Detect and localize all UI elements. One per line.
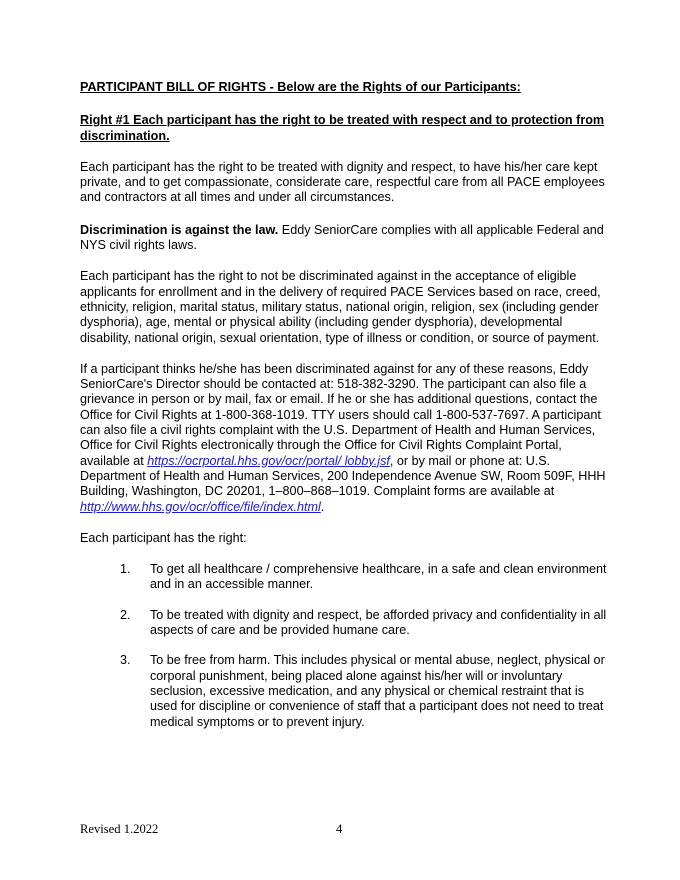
ocr-portal-link[interactable]: https://ocrportal.hhs.gov/ocr/portal/ lobby.jsf <box>147 453 390 468</box>
list-item-text: To be free from harm. This includes physical or mental abuse, neglect, physical or corporal punishment, being placed alone against his/her will or involuntary seclusion, excessive medication, and any physical or chemical restraint that is used for discipline or convenience of staff that a participant does not need to treat medical symptoms or to prevent injury. <box>150 653 605 729</box>
paragraph-rights-intro: Each participant has the right: <box>80 530 247 545</box>
complaint-text-3: . <box>320 499 325 514</box>
discrimination-law-bold: Discrimination is against the law. <box>80 222 279 237</box>
discrimination-law-text: Eddy SeniorCare complies with all applicable Federal and NYS civil rights laws. <box>80 222 604 253</box>
list-item <box>80 608 610 639</box>
rights-list <box>80 562 610 730</box>
list-item-text: To be treated with dignity and respect, be afforded privacy and confidentiality in all aspects of care and be provided humane care. <box>150 607 607 638</box>
page-number: 4 <box>336 822 343 836</box>
main-heading: PARTICIPANT BILL OF RIGHTS - Below are the Rights of our Participants: <box>80 80 521 94</box>
paragraph-nondiscrimination: Each participant has the right to not be discriminated against in the acceptance of eligible applicants for enrollment and in the delivery of required PACE Services based on race, creed, ethnicity, religion, marital status, military status, national origin, religion, sex (including gender dysphoria), age, mental or physical ability (including gender dysphoria), developmental disability, national origin, sexual orientation, type of illness or condition, or source of payment. <box>80 269 601 345</box>
list-item-number: 2. <box>120 607 131 622</box>
paragraph-dignity: Each participant has the right to be treated with dignity and respect, to have his/her care kept private, and to get compassionate, considerate care, respectful care from all PACE employees and contractors at all times and under all circumstances. <box>80 159 605 205</box>
paragraph-discrimination-law <box>80 223 610 254</box>
revision-label: Revised 1.2022 <box>80 822 159 836</box>
list-item <box>80 562 610 593</box>
list-item-number: 1. <box>120 562 131 577</box>
list-item-text: To get all healthcare / comprehensive healthcare, in a safe and clean environment and in an accessible manner. <box>150 562 607 592</box>
complaint-text-1: If a participant thinks he/she has been discriminated against for any of these reasons, Eddy SeniorCare's Director should be contacted at: 518-382-3290. The participant can also file a grievance in person or by mail, fax or email. If he or she has additional questions, contact the Office for Civil Rights at 1-800-368-1019. TTY users should call 1-800-537-7697. A participant can also file a civil rights complaint with the U.S. Department of Health and Human Services, Office for Civil Rights electronically through the Office for Civil Rights Complaint Portal, available at <box>80 361 601 468</box>
right1-heading: Right #1 Each participant has the right to be treated with respect and to protection from discrimination. <box>80 113 605 143</box>
complaint-text-2: , or by mail or phone at: U.S. Department of Health and Human Services, 200 Independence Avenue SW, Room 509F, HHH Building, Washington, DC 20201, 1–800–868–1019. Complaint forms are available at <box>80 453 606 499</box>
list-item <box>80 653 610 729</box>
list-item-number: 3. <box>120 653 131 668</box>
document-body <box>80 80 610 745</box>
complaint-forms-link[interactable]: http://www.hhs.gov/ocr/office/file/index.html <box>80 499 321 514</box>
paragraph-complaint <box>80 362 610 515</box>
